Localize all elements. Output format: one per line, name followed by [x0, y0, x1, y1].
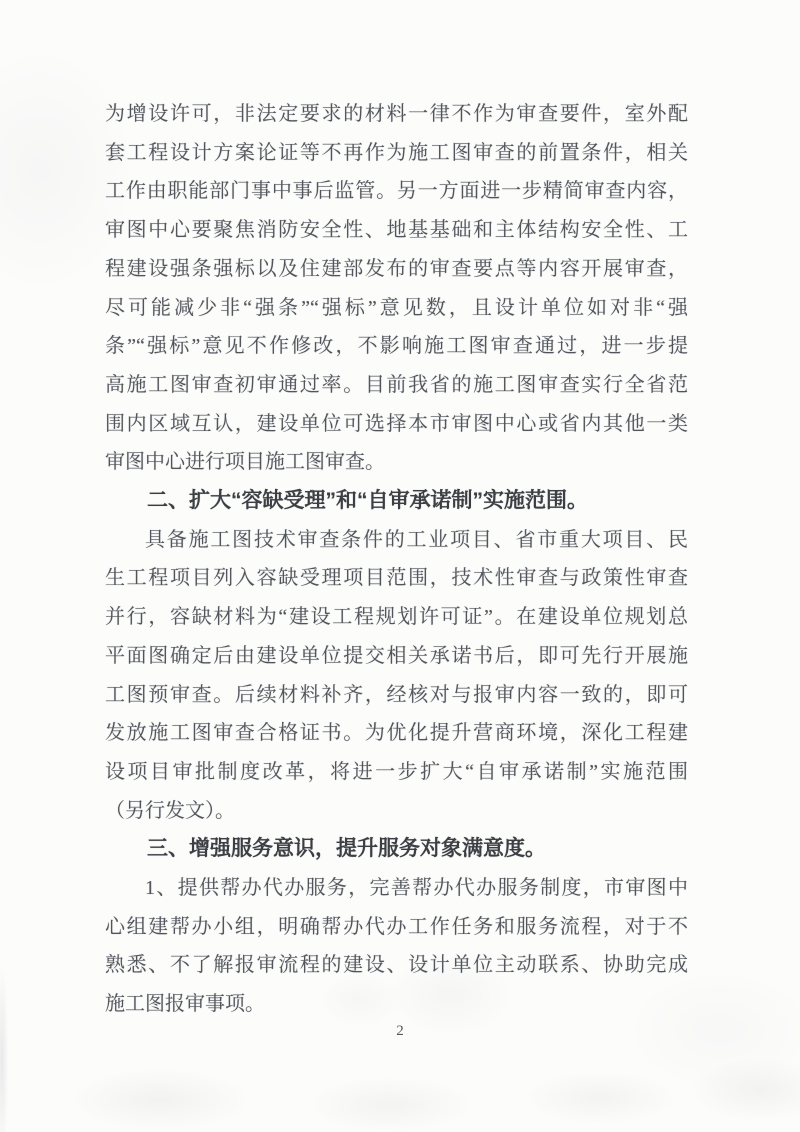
text-line: 发放施工图审查合格证书。为优化提升营商环境，深化工程建 — [105, 722, 688, 745]
text-line: 高施工图审查初审通过率。目前我省的施工图审查实行全省范 — [105, 373, 688, 396]
text-line: 熟悉、不了解报审流程的建设、设计单位主动联系、协助完成 — [105, 954, 688, 977]
page-number: 2 — [396, 1023, 404, 1039]
document-body — [105, 95, 688, 1024]
text-line: 生工程项目列入容缺受理项目范围，技术性审查与政策性审查 — [105, 567, 688, 590]
text-line: 尽可能减少非“强条”“强标”意见数，且设计单位如对非“强 — [105, 296, 688, 319]
text-line: 1、提供帮办代办服务，完善帮办代办服务制度，市审图中 — [145, 877, 688, 900]
text-line: 并行，容缺材料为“建设工程规划许可证”。在建设单位规划总 — [105, 606, 688, 629]
text-line: 心组建帮办小组，明确帮办代办工作任务和服务流程，对于不 — [105, 915, 688, 938]
text-line: 工作由职能部门事中事后监管。另一方面进一步精简审查内容， — [105, 180, 688, 203]
text-line: 条”“强标”意见不作修改，不影响施工图审查通过，进一步提 — [105, 335, 688, 358]
text-line: 审图中心要聚焦消防安全性、地基基础和主体结构安全性、工 — [105, 219, 688, 242]
text-line: 围内区域互认，建设单位可选择本市审图中心或省内其他一类 — [105, 412, 688, 435]
text-line: 工图预审查。后续材料补齐，经核对与报审内容一致的，即可 — [105, 683, 688, 706]
text-line: 具备施工图技术审查条件的工业项目、省市重大项目、民 — [145, 528, 688, 551]
text-line: 平面图确定后由建设单位提交相关承诺书后，即可先行开展施 — [105, 644, 688, 667]
section-heading-two: 二、扩大“容缺受理”和“自审承诺制”实施范围。 — [147, 489, 588, 513]
text-line: 为增设许可，非法定要求的材料一律不作为审查要件，室外配 — [105, 103, 688, 125]
text-line: 程建设强条强标以及住建部发布的审查要点等内容开展审查， — [105, 257, 688, 280]
section-heading-three: 三、增强服务意识，提升服务对象满意度。 — [147, 837, 546, 861]
text-line: 套工程设计方案论证等不再作为施工图审查的前置条件，相关 — [105, 141, 688, 164]
text-line: 设项目审批制度改革，将进一步扩大“自审承诺制”实施范围 — [105, 760, 688, 783]
text-line: （另行发文）。 — [105, 799, 235, 822]
text-line: 审图中心进行项目施工图审查。 — [105, 451, 385, 474]
text-line: 施工图报审事项。 — [105, 993, 265, 1016]
